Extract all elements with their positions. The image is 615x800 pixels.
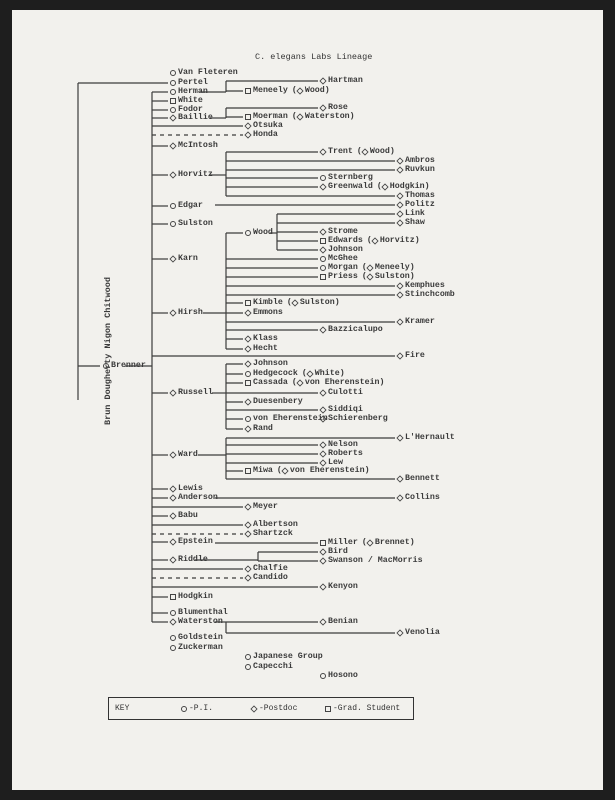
node-name: Waterston [178, 617, 223, 626]
secondary-affiliation: ( von Eherenstein ) [276, 466, 370, 475]
secondary-affiliation: ( Sulston ) [286, 298, 340, 307]
node-name: Morgan [328, 263, 358, 272]
postdoc-role-icon [396, 201, 403, 208]
node-name: Kramer [405, 317, 435, 326]
secondary-affiliation: ( Sulston ) [361, 272, 415, 281]
node-name: Sternberg [328, 173, 373, 182]
node-name: Capecchi [253, 662, 293, 671]
pi-role-icon [320, 265, 326, 271]
node-name: Moerman [253, 112, 288, 121]
lineage-node [320, 414, 388, 424]
node-name: Collins [405, 493, 440, 502]
pi-role-icon [103, 363, 109, 369]
lineage-node [103, 361, 146, 371]
node-name: Politz [405, 200, 435, 209]
pi-circle-icon [181, 706, 187, 712]
lineage-node [320, 671, 358, 681]
affiliation-name: Sulston [374, 272, 410, 281]
node-name: Schierenberg [328, 414, 388, 423]
grad-role-icon [245, 300, 251, 306]
node-name: Edwards [328, 236, 363, 245]
node-name: Hirsh [178, 308, 203, 317]
node-name: Priess [328, 272, 358, 281]
postdoc-role-icon [244, 574, 251, 581]
node-name: Bazzicalupo [328, 325, 383, 334]
grad-role-icon [170, 594, 176, 600]
pi-role-icon [245, 371, 251, 377]
node-name: McGhee [328, 254, 358, 263]
lineage-node [320, 582, 358, 592]
node-name: Johnson [328, 245, 363, 254]
node-name: Roberts [328, 449, 363, 458]
postdoc-role-icon [319, 104, 326, 111]
postdoc-role-icon [366, 273, 373, 280]
node-name: Meneely [253, 86, 288, 95]
grad-role-icon [245, 88, 251, 94]
affiliation-name: Meneely [374, 263, 410, 272]
secondary-affiliation: ( Brennet ) [361, 538, 415, 547]
affiliation-name: Wood [304, 86, 325, 95]
postdoc-role-icon [169, 114, 176, 121]
lineage-node [397, 317, 435, 327]
grad-role-icon [320, 540, 326, 546]
postdoc-role-icon [396, 210, 403, 217]
node-name: Baillie [178, 113, 213, 122]
postdoc-role-icon [319, 450, 326, 457]
lineage-node [245, 86, 330, 96]
node-name: Karn [178, 254, 198, 263]
postdoc-role-icon [244, 122, 251, 129]
key-postdoc: -Postdoc [259, 704, 298, 713]
secondary-affiliation: ( Wood ) [356, 147, 395, 156]
secondary-affiliation: ( White ) [301, 369, 345, 378]
lineage-node [245, 308, 283, 318]
lineage-node [170, 388, 213, 398]
postdoc-role-icon [244, 131, 251, 138]
secondary-affiliation: ( Wood ) [291, 86, 330, 95]
postdoc-role-icon [244, 398, 251, 405]
node-name: Venolia [405, 628, 440, 637]
node-name: Thomas [405, 191, 435, 200]
postdoc-role-icon [244, 345, 251, 352]
lineage-node [170, 511, 198, 521]
key-pi: -P.I. [189, 704, 214, 713]
lineage-node [245, 502, 278, 512]
lineage-node [170, 555, 208, 565]
node-name: Ambros [405, 156, 435, 165]
node-name: Japanese Group [253, 652, 323, 661]
node-name: Lew [328, 458, 343, 467]
lineage-node [245, 344, 278, 354]
lineage-node [245, 652, 323, 662]
postdoc-role-icon [319, 548, 326, 555]
pi-role-icon [170, 203, 176, 209]
postdoc-role-icon [396, 291, 403, 298]
key-label: KEY [115, 704, 130, 713]
lineage-node [245, 298, 340, 308]
postdoc-role-icon [169, 556, 176, 563]
lineage-node [170, 141, 218, 151]
node-name: Klass [253, 334, 278, 343]
node-name: McIntosh [178, 141, 218, 150]
lineage-node [245, 466, 370, 476]
node-name: Wood [253, 228, 273, 237]
postdoc-role-icon [169, 451, 176, 458]
node-name: Bennett [405, 474, 440, 483]
lineage-node [170, 201, 203, 211]
pi-role-icon [170, 610, 176, 616]
node-name: Kemphues [405, 281, 445, 290]
lineage-node [397, 351, 425, 361]
pi-role-icon [170, 80, 176, 86]
pi-role-icon [245, 654, 251, 660]
postdoc-role-icon [169, 485, 176, 492]
lineage-node [170, 219, 213, 229]
node-name: Van Fleteren [178, 68, 238, 77]
postdoc-role-icon [244, 503, 251, 510]
affiliation-name: Waterston [304, 112, 350, 121]
secondary-affiliation: ( Waterston ) [291, 112, 355, 121]
pi-role-icon [320, 256, 326, 262]
lineage-node [170, 633, 223, 643]
lineage-node [245, 359, 288, 369]
lineage-node [397, 218, 425, 228]
node-name: Meyer [253, 502, 278, 511]
node-name: Johnson [253, 359, 288, 368]
postdoc-role-icon [319, 583, 326, 590]
pi-role-icon [170, 645, 176, 651]
pi-role-icon [170, 70, 176, 76]
lineage-node [397, 474, 440, 484]
postdoc-role-icon [319, 228, 326, 235]
grad-role-icon [320, 274, 326, 280]
postdoc-role-icon [396, 629, 403, 636]
node-name: Benian [328, 617, 358, 626]
postdoc-role-icon [381, 183, 388, 190]
postdoc-role-icon [291, 299, 298, 306]
postdoc-role-icon [169, 171, 176, 178]
node-name: Trent [328, 147, 353, 156]
postdoc-role-icon [366, 264, 373, 271]
node-name: Sulston [178, 219, 213, 228]
lineage-node [397, 628, 440, 638]
node-name: White [178, 96, 203, 105]
affiliation-name: Sulston [299, 298, 335, 307]
postdoc-role-icon [396, 475, 403, 482]
lineage-node [397, 290, 455, 300]
pi-role-icon [245, 664, 251, 670]
lineage-node [245, 573, 288, 583]
postdoc-role-icon [296, 113, 303, 120]
lineage-node [170, 450, 198, 460]
grad-square-icon [325, 706, 331, 712]
node-name: Goldstein [178, 633, 223, 642]
pi-role-icon [320, 175, 326, 181]
node-name: Shaw [405, 218, 425, 227]
node-name: Hedgecock [253, 369, 298, 378]
postdoc-role-icon [366, 539, 373, 546]
node-name: Culotti [328, 388, 363, 397]
postdoc-role-icon [169, 389, 176, 396]
node-name: Albertson [253, 520, 298, 529]
postdoc-role-icon [169, 255, 176, 262]
postdoc-role-icon [281, 467, 288, 474]
lineage-node [245, 529, 293, 539]
node-name: Ward [178, 450, 198, 459]
postdoc-role-icon [244, 360, 251, 367]
node-name: Rose [328, 103, 348, 112]
lineage-node [320, 325, 383, 335]
node-name: L'Hernault [405, 433, 455, 442]
lineage-node [170, 113, 213, 123]
node-name: Fodor [178, 105, 203, 114]
postdoc-role-icon [319, 326, 326, 333]
secondary-affiliation: ( von Eherenstein ) [291, 378, 385, 387]
key-grad: -Grad. Student [333, 704, 401, 713]
lineage-node [170, 617, 223, 627]
page-title: C. elegans Labs Lineage [255, 52, 373, 62]
postdoc-role-icon [244, 521, 251, 528]
postdoc-role-icon [244, 530, 251, 537]
node-name: Kimble [253, 298, 283, 307]
node-name: Pertel [178, 78, 208, 87]
affiliation-name: von Eherenstein [304, 378, 380, 387]
node-name: Kenyon [328, 582, 358, 591]
node-name: Horvitz [178, 170, 213, 179]
lineage-node [397, 165, 435, 175]
node-name: Riddle [178, 555, 208, 564]
pi-role-icon [245, 416, 251, 422]
legend-key [108, 697, 414, 720]
postdoc-role-icon [319, 406, 326, 413]
secondary-affiliation: ( Hodgkin ) [376, 182, 430, 191]
lineage-node [170, 537, 213, 547]
pi-role-icon [170, 221, 176, 227]
postdoc-role-icon [361, 148, 368, 155]
pi-role-icon [170, 635, 176, 641]
lineage-node [170, 68, 238, 78]
grad-role-icon [245, 468, 251, 474]
lineage-node [245, 397, 303, 407]
node-name: Russell [178, 388, 213, 397]
node-name: Miller [328, 538, 358, 547]
lineage-node [245, 228, 273, 238]
postdoc-role-icon [244, 309, 251, 316]
node-name: von Eherenstein [253, 414, 328, 423]
lineage-node [320, 147, 395, 157]
node-name: Shartzck [253, 529, 293, 538]
node-name: Cassada [253, 378, 288, 387]
node-name: Herman [178, 87, 208, 96]
lineage-node [320, 388, 363, 398]
lineage-node [245, 662, 293, 672]
lineage-node [320, 617, 358, 627]
node-name: Greenwald [328, 182, 373, 191]
postdoc-role-icon [244, 425, 251, 432]
postdoc-role-icon [396, 434, 403, 441]
postdoc-role-icon [244, 335, 251, 342]
postdoc-role-icon [244, 565, 251, 572]
lineage-node [170, 308, 203, 318]
node-name: Emmons [253, 308, 283, 317]
node-name: Candido [253, 573, 288, 582]
postdoc-role-icon [396, 282, 403, 289]
node-name: Bird [328, 547, 348, 556]
postdoc-role-icon [319, 415, 326, 422]
lineage-node [170, 254, 198, 264]
node-name: Fire [405, 351, 425, 360]
postdoc-role-icon [396, 352, 403, 359]
postdoc-role-icon [296, 379, 303, 386]
postdoc-role-icon [306, 370, 313, 377]
postdoc-role-icon [169, 142, 176, 149]
affiliation-name: Horvitz [379, 236, 415, 245]
postdoc-role-icon [396, 192, 403, 199]
lineage-node [397, 493, 440, 503]
postdoc-role-icon [396, 166, 403, 173]
postdoc-role-icon [169, 618, 176, 625]
node-name: Honda [253, 130, 278, 139]
node-name: Strome [328, 227, 358, 236]
node-name: Chalfie [253, 564, 288, 573]
node-name: Hecht [253, 344, 278, 353]
node-name: Miwa [253, 466, 273, 475]
node-name: Nelson [328, 440, 358, 449]
postdoc-role-icon [169, 512, 176, 519]
postdoc-role-icon [319, 441, 326, 448]
postdoc-role-icon [396, 157, 403, 164]
pi-role-icon [170, 89, 176, 95]
postdoc-diamond-icon [250, 705, 257, 712]
postdoc-role-icon [319, 618, 326, 625]
lineage-node [170, 170, 213, 180]
affiliation-name: Wood [369, 147, 390, 156]
node-name: Stinchcomb [405, 290, 455, 299]
postdoc-role-icon [371, 237, 378, 244]
lineage-node [245, 130, 278, 140]
node-name: Hartman [328, 76, 363, 85]
lineage-node [170, 643, 223, 653]
node-name: Zuckerman [178, 643, 223, 652]
node-name: Anderson [178, 493, 218, 502]
lineage-node [245, 424, 273, 434]
grad-role-icon [245, 114, 251, 120]
secondary-affiliation: ( Horvitz ) [366, 236, 420, 245]
affiliation-name: Brennet [374, 538, 410, 547]
lineage-node [170, 493, 218, 503]
lineage-node [245, 378, 385, 388]
affiliation-name: Hodgkin [389, 182, 425, 191]
node-name: Otsuka [253, 121, 283, 130]
node-name: Hosono [328, 671, 358, 680]
node-name: Swanson / MacMorris [328, 556, 423, 565]
node-name: Hodgkin [178, 592, 213, 601]
postdoc-role-icon [319, 77, 326, 84]
node-name: Lewis [178, 484, 203, 493]
postdoc-role-icon [169, 494, 176, 501]
lineage-node [397, 433, 455, 443]
node-name: Edgar [178, 201, 203, 210]
postdoc-role-icon [396, 494, 403, 501]
pi-role-icon [320, 673, 326, 679]
pi-role-icon [245, 230, 251, 236]
lineage-node [320, 556, 423, 566]
grad-role-icon [320, 238, 326, 244]
postdoc-role-icon [319, 557, 326, 564]
postdoc-role-icon [396, 219, 403, 226]
node-name: Babu [178, 511, 198, 520]
postdoc-role-icon [319, 246, 326, 253]
lineage-node [245, 334, 278, 344]
affiliation-name: von Eherenstein [289, 466, 365, 475]
lineage-node [170, 592, 213, 602]
affiliation-name: White [314, 369, 340, 378]
grad-role-icon [170, 98, 176, 104]
node-name: Ruvkun [405, 165, 435, 174]
secondary-affiliation: ( Meneely ) [361, 263, 415, 272]
postdoc-role-icon [319, 148, 326, 155]
postdoc-role-icon [319, 389, 326, 396]
postdoc-role-icon [169, 309, 176, 316]
postdoc-role-icon [319, 183, 326, 190]
postdoc-role-icon [296, 87, 303, 94]
node-name: Siddiqi [328, 405, 363, 414]
node-name: Brenner [111, 361, 146, 370]
node-name: Rand [253, 424, 273, 433]
node-name: Epstein [178, 537, 213, 546]
grad-role-icon [245, 380, 251, 386]
node-name: Link [405, 209, 425, 218]
node-name: Duesenbery [253, 397, 303, 406]
lineage-node [320, 76, 363, 86]
postdoc-role-icon [169, 538, 176, 545]
lineage-node [245, 414, 328, 424]
postdoc-role-icon [396, 318, 403, 325]
founders-label: Brun Dougherty Nigon Chitwood [103, 277, 113, 425]
node-name: Blumenthal [178, 608, 228, 617]
